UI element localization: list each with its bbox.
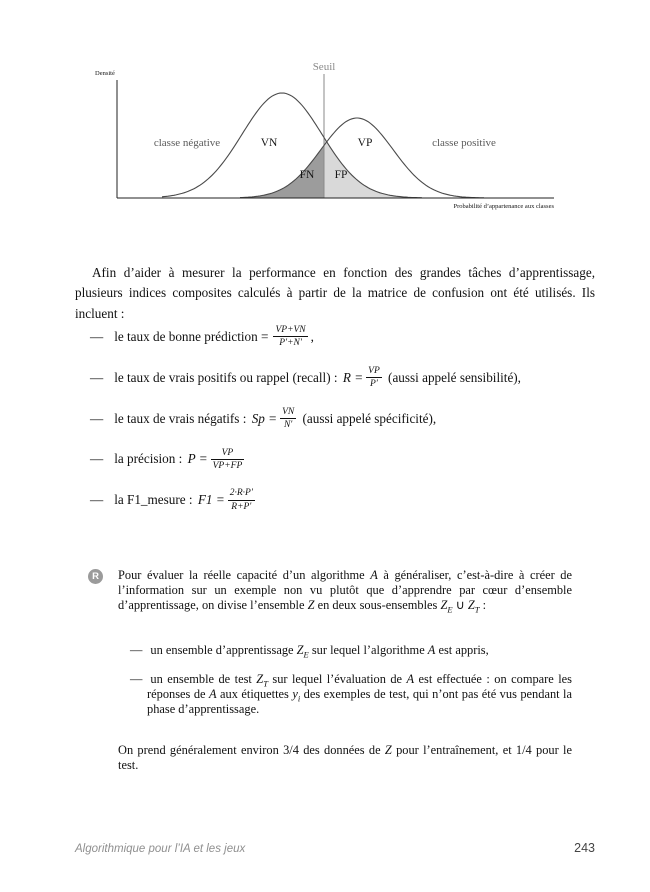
fraction <box>280 406 296 432</box>
text-segment: On prend généralement environ 3/4 des données de <box>118 743 385 757</box>
bullet-dash: — <box>90 451 104 467</box>
text-segment: pour l’entraînement, et 1/4 pour le test. <box>118 743 572 772</box>
footer-book-title: Algorithmique pour l’IA et les jeux <box>75 843 246 855</box>
list-item-specificite <box>90 406 600 433</box>
vn-label: VN <box>260 137 278 149</box>
vp-label: VP <box>357 137 373 149</box>
fraction-denominator: R+P′ <box>231 501 252 512</box>
text-segment: des exemples de test, qui n’ont pas été vus pendant la phase d’apprentissage. <box>147 687 572 716</box>
list-item-f1-mesure <box>90 487 600 514</box>
text-segment: un ensemble d’apprentissage <box>150 643 297 657</box>
page-footer <box>75 841 595 855</box>
fraction-numerator: VP+VN <box>275 325 306 336</box>
threshold-label: Seuil <box>312 61 336 73</box>
list-item-rappel <box>90 365 600 392</box>
math-var: y <box>292 687 298 701</box>
bullet-dash: — <box>130 672 143 686</box>
fp-label: FP <box>334 169 348 181</box>
union-operator: ∪ <box>452 598 468 612</box>
math-sub: E <box>303 649 309 660</box>
confusion-distributions-diagram <box>92 60 562 215</box>
bullet-dash: — <box>130 643 143 657</box>
text-segment: sur lequel l’évaluation de <box>267 672 407 686</box>
text-segment: Pour évaluer la réelle capacité d’un algorithme <box>118 568 371 582</box>
math-var: Z <box>256 672 264 686</box>
formula-text: le taux de vrais négatifs : <box>114 410 250 426</box>
fraction <box>211 447 245 473</box>
math-sub: T <box>263 678 268 689</box>
math-sub: i <box>297 693 301 704</box>
list-item-precision <box>90 446 600 473</box>
remark-body <box>118 568 572 773</box>
bullet-dash: — <box>90 410 104 426</box>
text-segment: : <box>479 598 487 612</box>
fraction-denominator: P′ <box>370 379 378 390</box>
formula-text: la F1_mesure : <box>114 492 196 508</box>
classe-positive-label: classe positive <box>432 137 496 149</box>
formula-text: la précision : <box>114 451 186 467</box>
fraction <box>366 365 382 391</box>
math-var: A <box>406 672 415 686</box>
formula-suffix: (aussi appelé sensibilité), <box>384 369 521 385</box>
remark-paragraph <box>118 568 572 613</box>
fraction-numerator: VP <box>221 447 234 458</box>
metrics-list <box>90 324 600 528</box>
math-sub: E <box>447 604 453 615</box>
fraction-numerator: VN <box>282 406 295 417</box>
text-segment: sur lequel l’algorithme <box>308 643 428 657</box>
math-var: Z <box>440 598 448 612</box>
fraction <box>228 487 255 513</box>
math-sub: T <box>474 604 480 615</box>
math-var: A <box>208 687 217 701</box>
math-var: Z <box>307 598 315 612</box>
text-segment: est effectuée : on compare les réponses de <box>147 672 573 701</box>
bullet-dash: — <box>90 369 104 385</box>
text-segment: est appris, <box>435 643 489 657</box>
math-var: Z <box>296 643 304 657</box>
footer-page-number: 243 <box>574 841 595 855</box>
classe-negative-label: classe négative <box>153 137 221 149</box>
remark-closing-paragraph <box>118 743 572 773</box>
formula-text: le taux de bonne prédiction = <box>114 329 269 344</box>
formula-lhs: P = <box>187 451 208 467</box>
bullet-dash: — <box>90 329 104 344</box>
math-var: Z <box>467 598 475 612</box>
list-item-taux-bonne-prediction <box>90 324 600 351</box>
fraction-denominator: P′+N′ <box>279 338 302 349</box>
text-segment: un ensemble de test <box>150 672 257 686</box>
text-segment: aux étiquettes <box>216 687 293 701</box>
formula-text: le taux de vrais positifs ou rappel (recall) : <box>114 369 341 385</box>
bullet-dash: — <box>90 492 104 508</box>
fraction-numerator: 2·R·P′ <box>229 488 253 499</box>
formula-lhs: Sp = <box>251 410 278 426</box>
math-var: Z <box>384 743 392 757</box>
remark-icon: R <box>88 569 103 584</box>
text-segment: en deux sous-ensembles <box>314 598 441 612</box>
fraction-denominator: N′ <box>283 420 293 431</box>
y-axis-label: Densité <box>95 70 115 77</box>
text-segment: à généraliser, c’est-à-dire à créer de l’information sur un exemple non vu plutôt que d’apprendre par cœur d’ensemble d’apprentissage, on divise l’ensemble <box>118 568 572 612</box>
x-axis-label: Probabilité d’appartenance aux classes <box>453 203 554 210</box>
remark-box <box>88 568 572 773</box>
remark-sublist-item-apprentissage <box>130 643 572 658</box>
intro-paragraph: Afin d’aider à mesurer la performance en fonction des grandes tâches d’apprentissage, plusieurs indices composites calculés à partir de la matrice de confusion ont été utilisés. Ils incluent : <box>75 265 595 321</box>
formula-lhs: R = <box>342 369 364 385</box>
formula-suffix: (aussi appelé spécificité), <box>299 410 437 426</box>
fraction-numerator: VP <box>368 365 380 376</box>
fraction-denominator: VP+FP <box>212 460 243 471</box>
formula-lhs: F1 = <box>197 492 225 508</box>
fraction <box>273 324 307 350</box>
math-var: A <box>427 643 436 657</box>
math-var: A <box>370 568 378 582</box>
formula-suffix: , <box>310 329 314 344</box>
remark-sublist <box>130 643 572 717</box>
remark-sublist-item-test <box>130 672 572 717</box>
fn-label: FN <box>299 169 315 181</box>
